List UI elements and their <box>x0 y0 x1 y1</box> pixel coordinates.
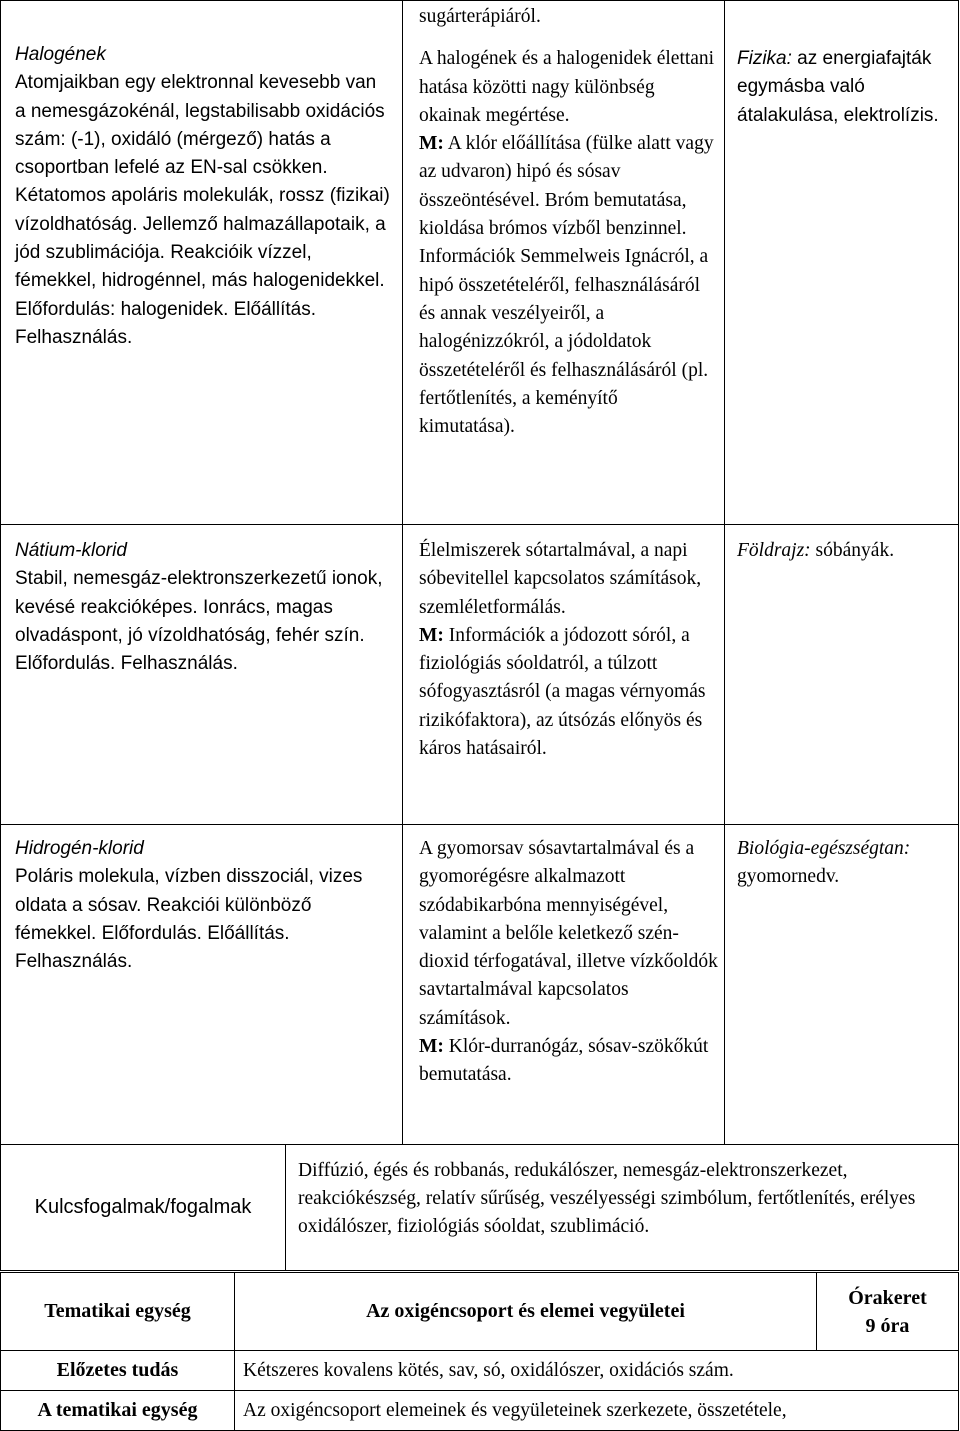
topic-heading: Halogének <box>15 44 106 65</box>
topic-text: Atomjaikban egy elektronnal kevesebb van a nemesgázokénál, legstabilisabb oxidációs szám: (-1), oxidáló (mérgező) hatás a csoportban lefelé az EN-sal csökken. Kétatomos apoláris molekulák, rossz (fizikai) vízoldhatóság. Jellemző halmazállapotaik, a jód szublimációja. Reakcióik vízzel, fémekkel, hidrogénnel, más halogenidekkel. Előfordulás: halogenidek. Előállítás. Felhasználás. <box>15 72 390 348</box>
unit-title: Az oxigéncsoport és elemei vegyületei <box>235 1273 817 1351</box>
demonstration-body: Információk a jódozott sóról, a fiziológiás sóoldatról, a túlzott sófogyasztásról (a magas vérnyomás rizikófaktora), az útsózás előnyös és káros hatásairól. <box>419 624 706 760</box>
subject-label: Földrajz: <box>737 540 811 561</box>
prior-knowledge-text: Kétszeres kovalens kötés, sav, só, oxidálószer, oxidációs szám. <box>235 1351 959 1391</box>
thematic-unit-table <box>0 1272 959 1431</box>
topic-cell <box>1 525 403 825</box>
demonstration-text <box>419 130 718 441</box>
connection-cell <box>725 525 959 825</box>
unit-goal-label: A tematikai egység <box>1 1391 235 1431</box>
topic-heading: Nátium-klorid <box>15 540 127 561</box>
activity-cell <box>403 1 725 525</box>
demonstration-body: Klór-durranógáz, sósav-szökőkút bemutatása. <box>419 1036 709 1086</box>
demonstration-label: M: <box>419 1036 444 1058</box>
demonstration-body: A klór előállítása (fülke alatt vagy az udvaron) hipó és sósav összeöntésével. Bróm bemutatása, kioldása brómos vízből benzinnel. Információk Semmelweis Ignácról, a hipó összetételéről, felhasználásáról és annak veszélyeiről, a halogénizzókról, a jódoldatok összetételéről és felhasználásáról (pl. fertőtlenítés, a keményítő kimutatása). <box>419 133 714 438</box>
subject-label: Biológia-egészségtan: <box>737 838 911 859</box>
hours-value: 9 óra <box>865 1314 910 1337</box>
subject-label: Fizika: <box>737 48 792 69</box>
topic-text: Poláris molekula, vízben disszociál, vizes oldata a sósav. Reakciói különböző fémekkel. Előfordulás. Előállítás. Felhasználás. <box>15 866 363 973</box>
hours-label: Órakeret <box>848 1286 927 1309</box>
key-concepts-label: Kulcsfogalmak/fogalmak <box>1 1145 286 1271</box>
topic-text: Stabil, nemesgáz-elektronszerkezetű ionok, kevésé reakcióképes. Ionrács, magas olvadáspont, jó vízoldhatóság, fehér szín. Előfordulás. Felhasználás. <box>15 568 383 675</box>
key-concepts-table <box>0 1144 959 1271</box>
demonstration-label: M: <box>419 624 444 646</box>
table-row <box>1 1351 959 1391</box>
demonstration-text <box>419 622 718 763</box>
connection-text: az energiafajták egymásba való átalakulása, elektrolízis. <box>737 48 939 126</box>
topic-cell <box>1 825 403 1145</box>
key-concepts-text: Diffúzió, égés és robbanás, redukálószer, nemesgáz-elektronszerkezet, reakciókészség, relatív sűrűség, veszélyességi szimbólum, fertőtlenítés, erélyes oxidálószer, fiziológiás sóoldat, szublimáció. <box>286 1145 959 1271</box>
unit-goal-text: Az oxigéncsoport elemeinek és vegyületeinek szerkezete, összetétele, <box>235 1391 959 1431</box>
activity-text: A halogének és a halogenidek élettani hatása közötti nagy különbség okainak megértése. <box>419 48 715 126</box>
activity-lead: sugárterápiáról. <box>419 6 541 27</box>
connection-text: sóbányák. <box>810 540 895 561</box>
activity-text: A gyomorsav sósavtartalmával és a gyomorégésre alkalmazott szódabikarbóna mennyiségével, valamint a belőle keletkező szén-dioxid térfogatával, illetve vízkőoldók savtartalmával kapcsolatos számítások. <box>419 838 718 1029</box>
connection-cell <box>725 825 959 1145</box>
table-row <box>1 1145 959 1271</box>
unit-label: Tematikai egység <box>1 1273 235 1351</box>
topic-cell <box>1 1 403 525</box>
topic-heading: Hidrogén-klorid <box>15 838 144 859</box>
table-row <box>1 825 959 1145</box>
connection-text: gyomornedv. <box>737 866 840 888</box>
prior-knowledge-label: Előzetes tudás <box>1 1351 235 1391</box>
activity-cell <box>403 525 725 825</box>
activity-cell <box>403 825 725 1145</box>
activity-text: Élelmiszerek sótartalmával, a napi sóbevitellel kapcsolatos számítások, szemléletformálás. <box>419 540 702 618</box>
table-row <box>1 1273 959 1351</box>
demonstration-label: M: <box>419 133 444 155</box>
table-row <box>1 525 959 825</box>
hours-cell <box>817 1273 959 1351</box>
table-row <box>1 1391 959 1431</box>
demonstration-text <box>419 1033 718 1090</box>
connection-cell <box>725 1 959 525</box>
table-row <box>1 1 959 525</box>
